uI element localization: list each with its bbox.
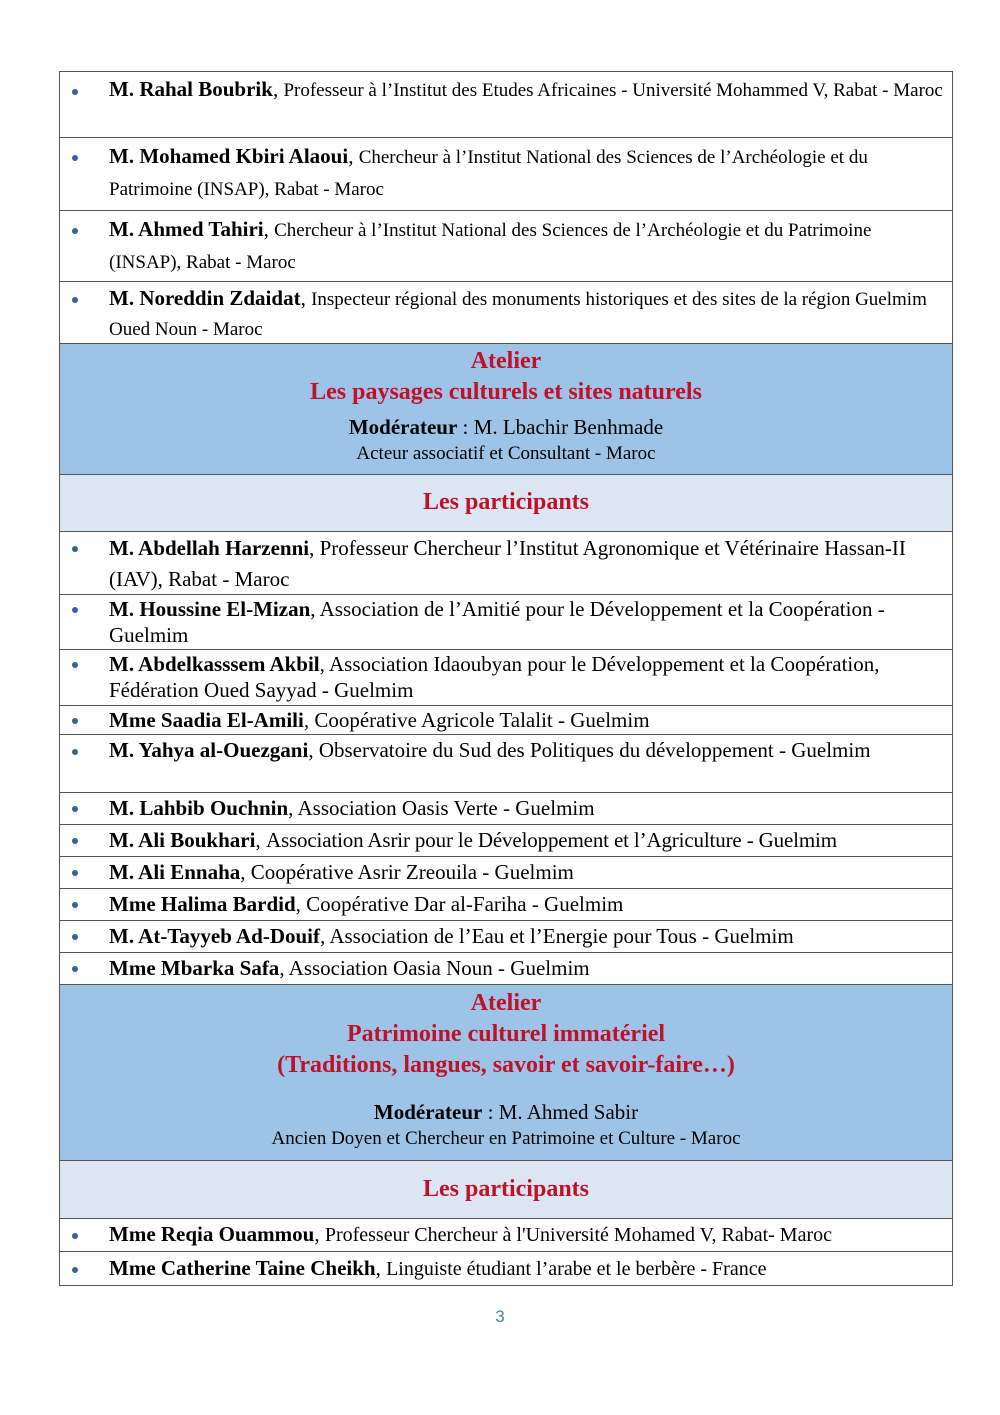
separator: , [320, 924, 330, 948]
separator: , [255, 828, 266, 852]
bullet-icon [72, 155, 78, 161]
list-item [59, 595, 953, 650]
list-item [59, 735, 953, 793]
atelier-title: Les paysages culturels et sites naturels [310, 379, 702, 405]
moderator-line [60, 1098, 952, 1126]
list-item [59, 650, 953, 706]
participant-desc: Coopérative Asrir Zreouila - Guelmim [250, 860, 574, 884]
separator: , [310, 597, 320, 621]
participant-name: M. Abdelkasssem Akbil [109, 652, 320, 676]
participant-desc: Inspecteur régional des monuments historiques et des sites de la région Guelmim Oued Noun - Maroc [109, 289, 927, 340]
separator: , [309, 536, 320, 560]
list-item [59, 282, 953, 344]
atelier-title: Patrimoine culturel immatériel [346, 1021, 666, 1047]
participant-name: Mme Saadia El-Amili [109, 708, 304, 732]
atelier-subtitle: (Traditions, langues, savoir et savoir-faire…) [277, 1052, 735, 1078]
list-item [59, 532, 953, 595]
separator: , [300, 286, 312, 310]
list-item [59, 138, 953, 211]
list-item [59, 1252, 953, 1286]
bullet-icon [72, 607, 78, 613]
bullet-icon [72, 806, 78, 812]
bullet-icon [72, 718, 78, 724]
moderator-role: Ancien Doyen et Chercheur en Patrimoine et Culture - Maroc [271, 1128, 741, 1149]
separator: , [319, 652, 329, 676]
participant-name: M. Abdellah Harzenni [109, 536, 310, 560]
atelier-header [59, 985, 953, 1161]
separator: , [263, 217, 275, 241]
participant-desc: Association Oasia Noun - Guelmim [288, 956, 590, 980]
bullet-icon [72, 902, 78, 908]
bullet-icon [72, 546, 78, 552]
moderator-sep: : [457, 415, 474, 439]
participant-name: M. Noreddin Zdaidat [109, 286, 301, 310]
moderator-sep: : [482, 1100, 499, 1124]
participant-name: M. Yahya al-Ouezgani [109, 738, 309, 762]
bullet-icon [72, 934, 78, 940]
list-item [59, 889, 953, 921]
participant-desc: Coopérative Dar al-Fariha - Guelmim [306, 892, 624, 916]
participant-desc: Association Idaoubyan pour le Développement et la Coopération, Fédération Oued Sayyad - Guelmim [109, 652, 880, 702]
separator: , [288, 796, 298, 820]
bullet-icon [72, 1267, 78, 1273]
separator: , [375, 1256, 387, 1280]
list-item [59, 793, 953, 825]
participant-desc: Association Asrir pour le Développement et l’Agriculture - Guelmim [265, 828, 837, 852]
participants-heading: Les participants [59, 475, 953, 532]
atelier-label: Atelier [470, 348, 542, 374]
separator: , [348, 144, 359, 168]
participant-name: M. Mohamed Kbiri Alaoui [109, 144, 349, 168]
moderator-name: M. Lbachir Benhmade [473, 415, 664, 439]
list-item [59, 1219, 953, 1252]
moderator-label: Modérateur [373, 1100, 483, 1124]
participant-name: M. Lahbib Ouchnin [109, 796, 289, 820]
bullet-icon [72, 662, 78, 668]
participant-desc: Chercheur à l’Institut National des Sciences de l’Archéologie et du Patrimoine (INSAP), Rabat - Maroc [109, 220, 872, 273]
participants-heading: Les participants [59, 1161, 953, 1219]
separator: , [279, 956, 289, 980]
separator: , [240, 860, 251, 884]
participant-desc: Association de l’Eau et l’Energie pour Tous - Guelmim [329, 924, 794, 948]
program-table [59, 71, 953, 1286]
moderator-name: M. Ahmed Sabir [498, 1100, 639, 1124]
bullet-icon [72, 870, 78, 876]
participant-name: M. Ali Boukhari [109, 828, 256, 852]
separator: , [272, 77, 284, 101]
bullet-icon [72, 1233, 78, 1239]
participant-name: Mme Halima Bardid [109, 892, 296, 916]
bullet-icon [72, 228, 78, 234]
participant-desc: Chercheur à l’Institut National des Sciences de l’Archéologie et du Patrimoine (INSAP), Rabat - Maroc [109, 147, 868, 200]
list-item [59, 211, 953, 282]
bullet-icon [72, 966, 78, 972]
moderator-line [60, 413, 952, 441]
bullet-icon [72, 838, 78, 844]
list-item [59, 857, 953, 889]
participant-desc: Linguiste étudiant l’arabe et le berbère - France [386, 1258, 767, 1280]
participant-desc: Coopérative Agricole Talalit - Guelmim [314, 708, 650, 732]
separator: , [314, 1222, 325, 1246]
list-item [59, 953, 953, 985]
separator: , [295, 892, 307, 916]
moderator-label: Modérateur [348, 415, 458, 439]
participant-name: Mme Reqia Ouammou [109, 1222, 315, 1246]
participant-desc: Professeur Chercheur à l'Université Mohamed V, Rabat- Maroc [324, 1224, 832, 1246]
participant-name: M. Ali Ennaha [109, 860, 241, 884]
list-item [59, 72, 953, 138]
page-number: 3 [495, 1307, 505, 1326]
participant-name: M. At-Tayyeb Ad-Douif [109, 924, 320, 948]
atelier-label: Atelier [470, 990, 542, 1016]
list-item [59, 706, 953, 735]
separator: , [308, 738, 319, 762]
bullet-icon [72, 89, 78, 95]
participant-desc: Observatoire du Sud des Politiques du développement - Guelmim [318, 738, 871, 762]
list-item [59, 825, 953, 857]
participant-name: Mme Catherine Taine Cheikh [109, 1256, 376, 1280]
bullet-icon [72, 297, 78, 303]
atelier-header [59, 344, 953, 475]
participant-name: M. Houssine El-Mizan [109, 597, 311, 621]
participant-name: M. Ahmed Tahiri [109, 217, 264, 241]
participant-desc: Professeur Chercheur l’Institut Agronomique et Vétérinaire Hassan-II (IAV), Rabat - Maroc [109, 536, 906, 591]
separator: , [303, 708, 315, 732]
participant-desc: Association de l’Amitié pour le Développement et la Coopération - Guelmim [109, 597, 885, 647]
participant-desc: Association Oasis Verte - Guelmim [297, 796, 595, 820]
moderator-role: Acteur associatif et Consultant - Maroc [356, 443, 656, 464]
participant-name: M. Rahal Boubrik [109, 77, 273, 101]
list-item [59, 921, 953, 953]
participant-desc: Professeur à l’Institut des Etudes Africaines - Université Mohammed V, Rabat - Maroc [283, 80, 943, 101]
bullet-icon [72, 749, 78, 755]
participant-name: Mme Mbarka Safa [109, 956, 280, 980]
